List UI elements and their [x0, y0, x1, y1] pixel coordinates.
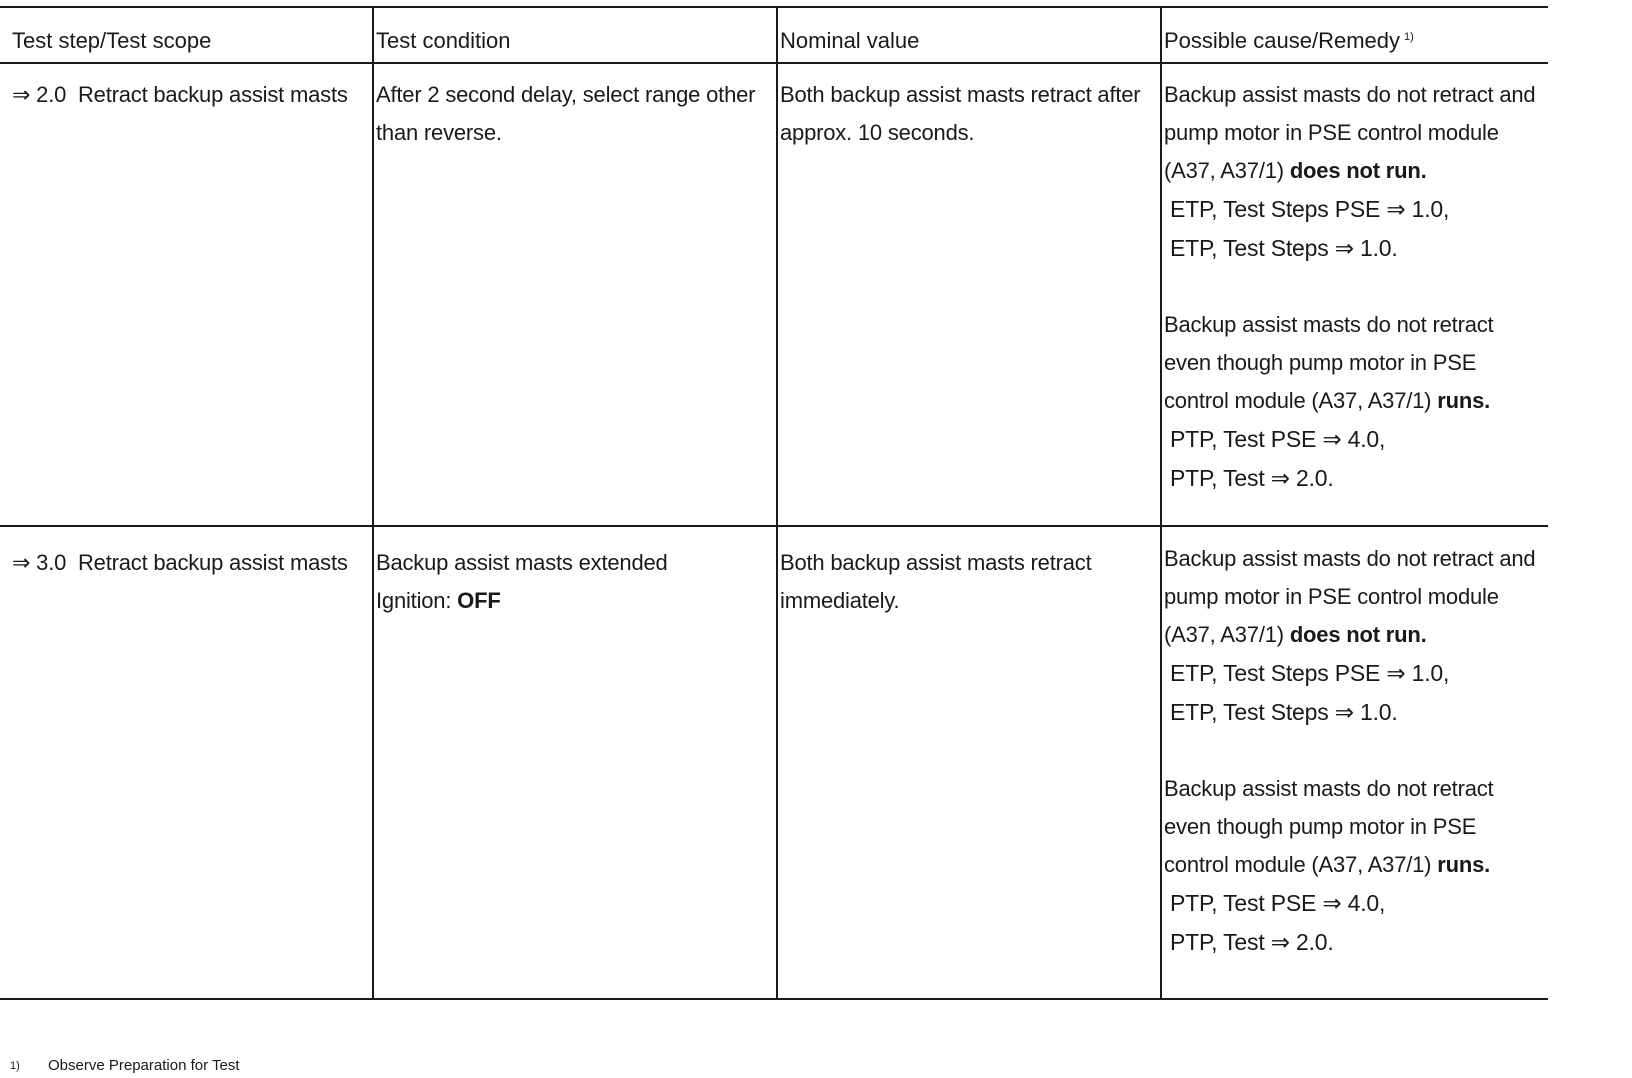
- row2-cause1-line: Backup assist masts do not retract and: [1164, 546, 1536, 571]
- arrow-icon: ⇒: [1270, 930, 1290, 956]
- arrow-icon: ⇒: [1334, 700, 1354, 726]
- row2-nominal-value: [780, 544, 1092, 620]
- arrow-icon: ⇒: [12, 83, 31, 108]
- row2-cause2-bold: runs.: [1437, 852, 1491, 877]
- row2-step-text: Retract backup assist masts: [77, 550, 348, 575]
- header-remedy-label: Possible cause/Remedy: [1164, 28, 1401, 53]
- row1-condition-line: than reverse.: [376, 120, 502, 145]
- row1-cause2-plain: control module (A37, A37/1): [1164, 388, 1438, 413]
- row2-remedy: [1164, 540, 1535, 962]
- row1-cause1-line: pump motor in PSE control module: [1164, 120, 1499, 145]
- row1-nominal-line: approx. 10 seconds.: [780, 120, 975, 145]
- row2-cause2-line: even though pump motor in PSE: [1164, 814, 1477, 839]
- row-divider-rule: [0, 525, 1548, 527]
- row1-cause1-line: Backup assist masts do not retract and: [1164, 82, 1536, 107]
- header-bottom-rule: [0, 62, 1548, 64]
- row1-cause1-bold: does not run.: [1289, 158, 1427, 183]
- arrow-icon: ⇒: [1270, 466, 1290, 492]
- row1-cause2-bold: runs.: [1437, 388, 1491, 413]
- row1-nominal-value: [780, 76, 1140, 152]
- row1-test-step: [12, 76, 348, 115]
- row1-test-condition: [376, 76, 755, 152]
- column-divider-2: [776, 6, 778, 1000]
- row2-condition-label: Ignition:: [376, 588, 458, 613]
- table-top-rule: [0, 6, 1548, 8]
- row2-condition-line: Backup assist masts extended: [376, 550, 668, 575]
- row2-cause2-plain: control module (A37, A37/1): [1164, 852, 1438, 877]
- row1-cause2-line: even though pump motor in PSE: [1164, 350, 1477, 375]
- row1-cause1-plain: (A37, A37/1): [1164, 158, 1290, 183]
- row2-nominal-line: immediately.: [780, 588, 900, 613]
- row1-cause1-ref: ETP, Test Steps ⇒ 1.0.: [1170, 235, 1398, 262]
- row1-cause2-ref: PTP, Test ⇒ 2.0.: [1170, 465, 1334, 492]
- row1-remedy: [1164, 76, 1535, 498]
- row2-condition-value: OFF: [457, 588, 501, 613]
- row1-cause2-ref: PTP, Test PSE ⇒ 4.0,: [1170, 426, 1386, 453]
- row2-nominal-line: Both backup assist masts retract: [780, 550, 1092, 575]
- column-divider-3: [1160, 6, 1162, 1000]
- row2-test-step: [12, 544, 348, 583]
- footnote: [10, 1057, 239, 1075]
- header-test-step: Test step/Test scope: [12, 28, 212, 53]
- row2-cause2-ref: PTP, Test PSE ⇒ 4.0,: [1170, 890, 1386, 917]
- row2-cause2-ref: PTP, Test ⇒ 2.0.: [1170, 929, 1334, 956]
- header-nominal-value: Nominal value: [780, 28, 920, 53]
- arrow-icon: ⇒: [1386, 661, 1406, 687]
- header-remedy: [1164, 24, 1414, 58]
- arrow-icon: ⇒: [1386, 197, 1406, 223]
- row1-condition-line: After 2 second delay, select range other: [376, 82, 756, 107]
- row2-cause1-ref: ETP, Test Steps ⇒ 1.0.: [1170, 699, 1398, 726]
- row2-cause1-bold: does not run.: [1289, 622, 1427, 647]
- arrow-icon: ⇒: [1322, 427, 1342, 453]
- row1-step-number: 2.0: [36, 82, 67, 107]
- row2-cause1-plain: (A37, A37/1): [1164, 622, 1290, 647]
- row1-nominal-line: Both backup assist masts retract after: [780, 82, 1141, 107]
- arrow-icon: ⇒: [1322, 891, 1342, 917]
- row2-cause1-ref: ETP, Test Steps PSE ⇒ 1.0,: [1170, 660, 1450, 687]
- row1-step-text: Retract backup assist masts: [77, 82, 348, 107]
- row2-test-condition: [376, 544, 668, 620]
- footnote-text: Observe Preparation for Test: [48, 1057, 240, 1074]
- header-test-condition: Test condition: [376, 28, 511, 53]
- row2-cause1-line: pump motor in PSE control module: [1164, 584, 1499, 609]
- row2-step-number: 3.0: [36, 550, 67, 575]
- arrow-icon: ⇒: [1334, 236, 1354, 262]
- footnote-mark: 1): [10, 1060, 20, 1072]
- row1-cause2-line: Backup assist masts do not retract: [1164, 312, 1494, 337]
- column-divider-1: [372, 6, 374, 1000]
- header-remedy-footnote-mark: 1): [1404, 30, 1414, 43]
- arrow-icon: ⇒: [12, 551, 31, 576]
- row1-cause1-ref: ETP, Test Steps PSE ⇒ 1.0,: [1170, 196, 1450, 223]
- table-bottom-rule: [0, 998, 1548, 1000]
- row2-cause2-line: Backup assist masts do not retract: [1164, 776, 1494, 801]
